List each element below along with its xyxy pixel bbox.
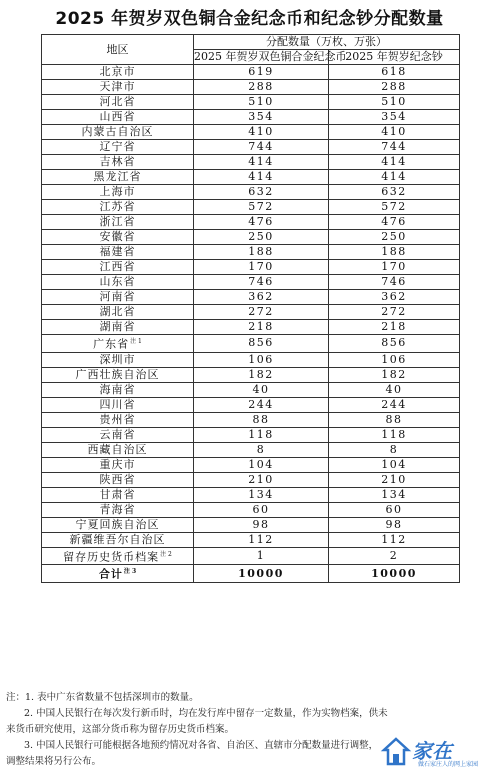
banknote-quantity-cell: 632	[329, 185, 460, 200]
coin-quantity-cell: 572	[194, 200, 329, 215]
footnote-line: 注：1. 表中广东省数量不包括深圳市的数量。	[6, 692, 199, 703]
banknote-quantity-cell: 250	[329, 230, 460, 245]
table-body	[42, 65, 460, 583]
table-row	[42, 215, 460, 230]
banknote-quantity-cell: 476	[329, 215, 460, 230]
banknote-column-header: 2025 年贺岁纪念钞	[329, 50, 460, 65]
table-row	[42, 382, 460, 397]
table-row	[42, 547, 460, 565]
coin-quantity-cell: 414	[194, 170, 329, 185]
region-name: 重庆市	[99, 457, 136, 471]
table-row	[42, 412, 460, 427]
region-name: 山东省	[99, 275, 136, 288]
house-logo-icon	[382, 737, 410, 767]
site-watermark	[382, 735, 494, 771]
banknote-quantity-cell: 618	[329, 65, 460, 80]
region-cell	[42, 457, 194, 472]
table-row	[42, 532, 460, 547]
coin-quantity-cell: 134	[194, 487, 329, 502]
footnote-marker: 注 1	[130, 338, 142, 345]
coin-quantity-cell: 1	[194, 547, 329, 565]
region-cell	[42, 320, 194, 335]
region-cell	[42, 367, 194, 382]
banknote-quantity-cell: 170	[329, 260, 460, 275]
region-cell	[42, 442, 194, 457]
region-name: 海南省	[99, 382, 136, 396]
footnote-line: 2. 中国人民银行在每次发行新币时，均在发行库中留存一定数量，作为实物档案，供未	[24, 708, 388, 719]
table-row	[42, 65, 460, 80]
table-row	[42, 110, 460, 125]
table-row	[42, 397, 460, 412]
region-name: 甘肃省	[99, 487, 136, 501]
region-name: 浙江省	[99, 215, 136, 228]
region-name: 吉林省	[99, 155, 136, 168]
coin-quantity-cell: 744	[194, 140, 329, 155]
coin-quantity-cell: 112	[194, 532, 329, 547]
region-header: 地区	[42, 35, 194, 65]
coin-quantity-cell: 272	[194, 305, 329, 320]
region-name: 合计	[98, 567, 123, 581]
table-row	[42, 80, 460, 95]
region-cell	[42, 565, 194, 583]
region-cell	[42, 140, 194, 155]
region-name: 广东省	[93, 337, 130, 351]
region-cell	[42, 502, 194, 517]
region-cell	[42, 517, 194, 532]
coin-quantity-cell: 746	[194, 275, 329, 290]
region-name: 上海市	[99, 185, 136, 198]
banknote-quantity-cell: 218	[329, 320, 460, 335]
region-name: 北京市	[99, 65, 136, 78]
region-name: 河南省	[99, 290, 136, 303]
banknote-quantity-cell: 40	[329, 382, 460, 397]
region-name: 黑龙江省	[93, 170, 142, 183]
table-row	[42, 442, 460, 457]
coin-quantity-cell: 10000	[194, 565, 329, 583]
footnote-line: 调整结果将另行公布。	[6, 756, 102, 767]
footnote-marker: 注 2	[160, 550, 172, 558]
table-row	[42, 95, 460, 110]
table-row	[42, 487, 460, 502]
coin-quantity-cell: 476	[194, 215, 329, 230]
banknote-quantity-cell: 98	[329, 517, 460, 532]
table-row	[42, 260, 460, 275]
coin-quantity-cell: 244	[194, 397, 329, 412]
region-name: 湖北省	[99, 305, 136, 318]
coin-quantity-cell: 170	[194, 260, 329, 275]
region-name: 留存历史货币档案	[63, 550, 160, 564]
table-row	[42, 125, 460, 140]
region-cell	[42, 412, 194, 427]
distribution-table	[41, 34, 460, 583]
region-name: 青海省	[99, 502, 136, 516]
banknote-quantity-cell: 354	[329, 110, 460, 125]
coin-quantity-cell: 856	[194, 335, 329, 353]
region-name: 深圳市	[99, 352, 136, 366]
banknote-quantity-cell: 104	[329, 457, 460, 472]
banknote-quantity-cell: 746	[329, 275, 460, 290]
region-cell	[42, 290, 194, 305]
region-name: 四川省	[99, 397, 136, 411]
table-row	[42, 200, 460, 215]
coin-quantity-cell: 632	[194, 185, 329, 200]
region-name: 天津市	[99, 80, 136, 93]
table-row	[42, 170, 460, 185]
table-row	[42, 185, 460, 200]
region-cell	[42, 200, 194, 215]
banknote-quantity-cell: 510	[329, 95, 460, 110]
table-row	[42, 275, 460, 290]
region-cell	[42, 335, 194, 353]
region-cell	[42, 352, 194, 367]
region-cell	[42, 472, 194, 487]
banknote-quantity-cell: 414	[329, 155, 460, 170]
banknote-quantity-cell: 10000	[329, 565, 460, 583]
coin-quantity-cell: 250	[194, 230, 329, 245]
watermark-subtext: 做石家庄人的网上家园	[418, 761, 479, 768]
total-row	[42, 565, 460, 583]
region-name: 安徽省	[99, 230, 136, 243]
table-row	[42, 140, 460, 155]
coin-quantity-cell: 40	[194, 382, 329, 397]
table-row	[42, 290, 460, 305]
footnote-line: 来货币研究使用，这部分货币称为留存历史货币档案。	[6, 724, 235, 735]
region-name: 湖南省	[99, 320, 136, 333]
footnote-line: 3. 中国人民银行可能根据各地预约情况对各省、自治区、直辖市分配数量进行调整，	[24, 740, 379, 751]
coin-column-header: 2025 年贺岁双色铜合金纪念币	[194, 50, 347, 63]
banknote-quantity-cell: 112	[329, 532, 460, 547]
region-name: 福建省	[99, 245, 136, 258]
table-row	[42, 245, 460, 260]
coin-quantity-cell: 362	[194, 290, 329, 305]
region-cell	[42, 427, 194, 442]
banknote-quantity-cell: 60	[329, 502, 460, 517]
banknote-quantity-cell: 2	[329, 547, 460, 565]
coin-quantity-cell: 106	[194, 352, 329, 367]
table-row	[42, 517, 460, 532]
region-name: 陕西省	[99, 472, 136, 486]
region-cell	[42, 170, 194, 185]
region-cell	[42, 155, 194, 170]
banknote-quantity-cell: 118	[329, 427, 460, 442]
page-title: 2025 年贺岁双色铜合金纪念币和纪念钞分配数量	[55, 9, 444, 29]
region-cell	[42, 110, 194, 125]
banknote-quantity-cell: 410	[329, 125, 460, 140]
table-row	[42, 305, 460, 320]
banknote-quantity-cell: 88	[329, 412, 460, 427]
banknote-quantity-cell: 744	[329, 140, 460, 155]
quantity-group-header: 分配数量（万枚、万张）	[194, 35, 460, 50]
region-name: 江苏省	[99, 200, 136, 213]
table-row	[42, 352, 460, 367]
region-cell	[42, 95, 194, 110]
region-name: 山西省	[99, 110, 136, 123]
region-cell	[42, 65, 194, 80]
banknote-quantity-cell: 188	[329, 245, 460, 260]
footnote-marker: 注 3	[123, 568, 137, 576]
coin-quantity-cell: 410	[194, 125, 329, 140]
region-name: 辽宁省	[99, 140, 136, 153]
watermark-text: 家在	[412, 739, 452, 763]
region-name: 西藏自治区	[87, 442, 148, 456]
coin-quantity-cell: 210	[194, 472, 329, 487]
coin-quantity-cell: 619	[194, 65, 329, 80]
region-cell	[42, 245, 194, 260]
region-name: 贵州省	[99, 412, 136, 426]
coin-quantity-cell: 60	[194, 502, 329, 517]
banknote-quantity-cell: 856	[329, 335, 460, 353]
region-name: 宁夏回族自治区	[75, 517, 160, 531]
table-row	[42, 502, 460, 517]
region-cell	[42, 305, 194, 320]
banknote-quantity-cell: 210	[329, 472, 460, 487]
region-name: 内蒙古自治区	[81, 125, 154, 138]
coin-quantity-cell: 88	[194, 412, 329, 427]
table-row	[42, 367, 460, 382]
region-name: 新疆维吾尔自治区	[69, 532, 166, 546]
banknote-quantity-cell: 106	[329, 352, 460, 367]
banknote-quantity-cell: 572	[329, 200, 460, 215]
table-row	[42, 472, 460, 487]
region-name: 云南省	[99, 427, 136, 441]
region-cell	[42, 275, 194, 290]
table-row	[42, 320, 460, 335]
coin-quantity-cell: 104	[194, 457, 329, 472]
banknote-quantity-cell: 272	[329, 305, 460, 320]
region-cell	[42, 215, 194, 230]
coin-quantity-cell: 510	[194, 95, 329, 110]
region-cell	[42, 80, 194, 95]
coin-quantity-cell: 414	[194, 155, 329, 170]
region-cell	[42, 532, 194, 547]
table-row	[42, 457, 460, 472]
banknote-quantity-cell: 362	[329, 290, 460, 305]
coin-quantity-cell: 182	[194, 367, 329, 382]
region-name: 河北省	[99, 95, 136, 108]
region-cell	[42, 125, 194, 140]
table-row	[42, 155, 460, 170]
banknote-quantity-cell: 182	[329, 367, 460, 382]
coin-quantity-cell: 8	[194, 442, 329, 457]
region-name: 江西省	[99, 260, 136, 273]
region-cell	[42, 397, 194, 412]
region-cell	[42, 382, 194, 397]
banknote-quantity-cell: 8	[329, 442, 460, 457]
coin-quantity-cell: 188	[194, 245, 329, 260]
table-row	[42, 335, 460, 353]
region-cell	[42, 547, 194, 565]
banknote-quantity-cell: 244	[329, 397, 460, 412]
region-cell	[42, 185, 194, 200]
coin-quantity-cell: 288	[194, 80, 329, 95]
banknote-quantity-cell: 134	[329, 487, 460, 502]
coin-quantity-cell: 118	[194, 427, 329, 442]
banknote-quantity-cell: 288	[329, 80, 460, 95]
region-cell	[42, 230, 194, 245]
table-row	[42, 230, 460, 245]
table-row	[42, 427, 460, 442]
region-cell	[42, 487, 194, 502]
banknote-quantity-cell: 414	[329, 170, 460, 185]
region-cell	[42, 260, 194, 275]
coin-quantity-cell: 218	[194, 320, 329, 335]
coin-quantity-cell: 98	[194, 517, 329, 532]
region-name: 广西壮族自治区	[75, 367, 160, 381]
coin-quantity-cell: 354	[194, 110, 329, 125]
